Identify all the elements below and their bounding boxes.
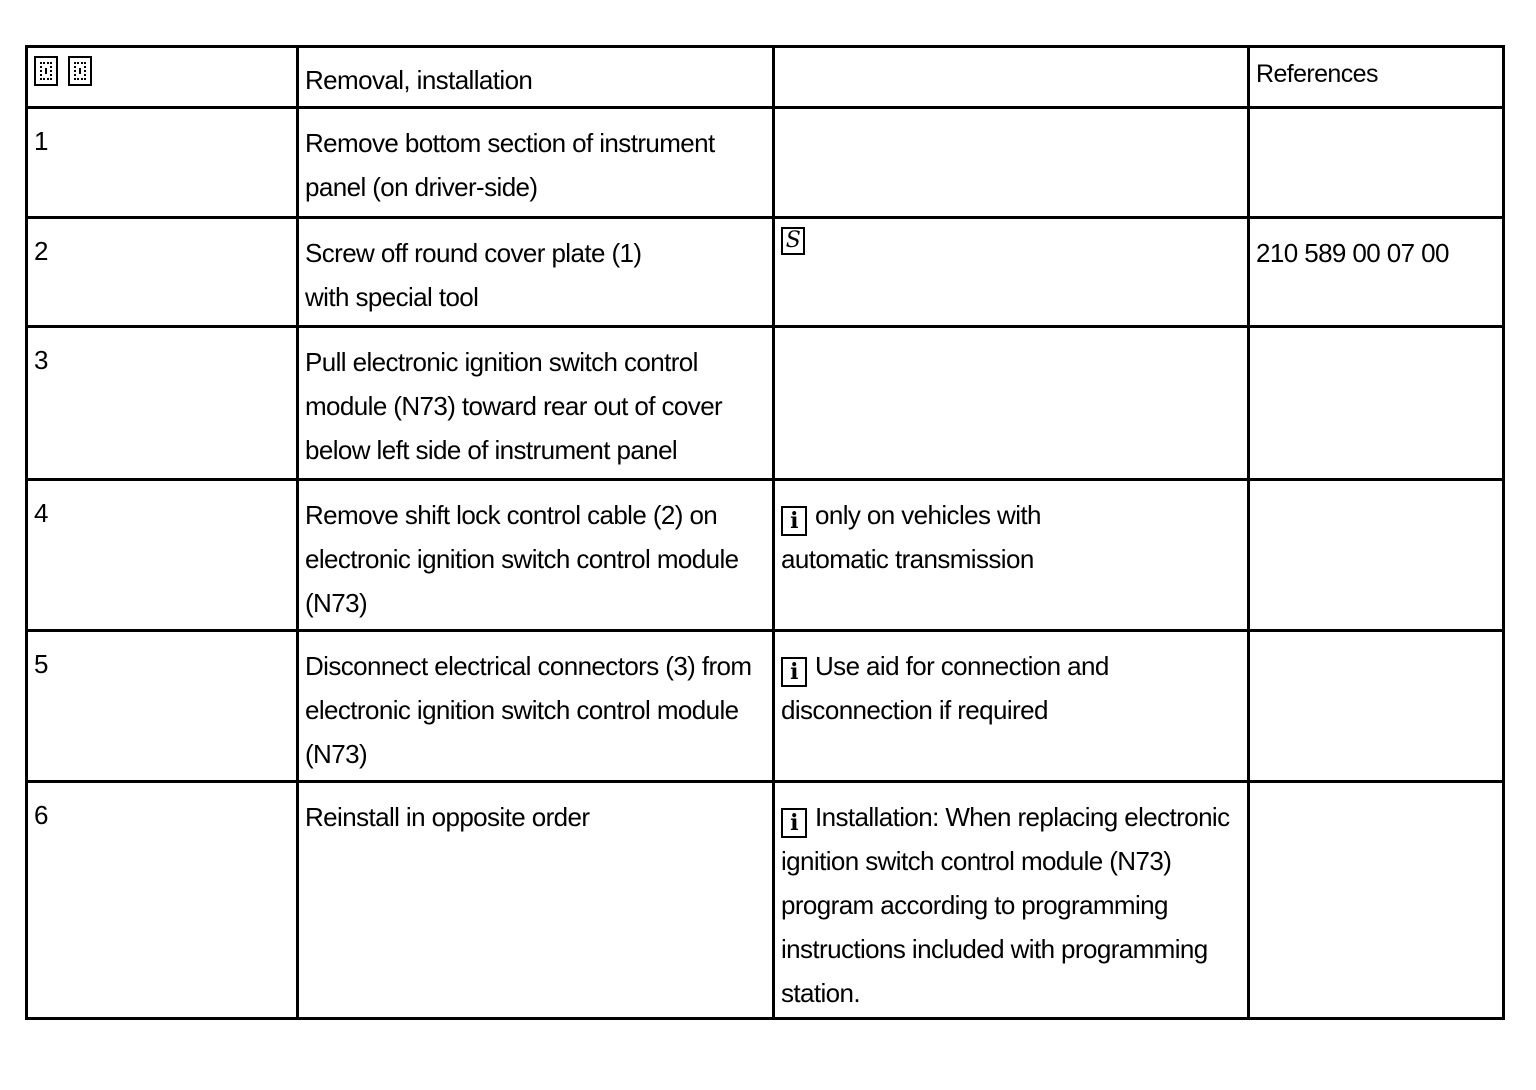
reference-cell [1249, 782, 1504, 1019]
note-cell [774, 631, 1249, 782]
procedure-table [25, 45, 1505, 1020]
table-row [27, 108, 1504, 218]
reference-text [1256, 632, 1496, 644]
procedure-text: Screw off round cover plate (1) with special tool [305, 238, 642, 312]
reference-text [1256, 328, 1496, 340]
note-text: Use aid for connection and disconnection if required [781, 651, 1109, 725]
reference-text [1256, 109, 1496, 121]
step-number: 6 [34, 800, 48, 830]
procedure-text: Pull electronic ignition switch control module (N73) toward rear out of cover below left side of instrument panel [305, 347, 723, 465]
note-text: only on vehicles with automatic transmission [781, 500, 1041, 574]
reference-cell [1249, 631, 1504, 782]
note-cell [774, 327, 1249, 480]
reference-cell [1249, 218, 1504, 327]
step-number-cell [27, 327, 298, 480]
step-number-cell [27, 218, 298, 327]
header-procedure [298, 47, 774, 108]
procedure-cell [298, 480, 774, 631]
reference-text [1256, 481, 1496, 493]
table-row [27, 218, 1504, 327]
step-number: 2 [34, 236, 48, 266]
step-number-cell [27, 782, 298, 1019]
procedure-text: Remove shift lock control cable (2) on electronic ignition switch control module (N73) [305, 500, 739, 618]
info-icon: i [781, 506, 807, 536]
procedure-cell [298, 327, 774, 480]
table-row [27, 327, 1504, 480]
note-block [781, 632, 1241, 732]
step-number-cell [27, 631, 298, 782]
step-number: 3 [34, 345, 48, 375]
table-row [27, 480, 1504, 631]
table-row [27, 782, 1504, 1019]
step-number: 5 [34, 649, 48, 679]
info-icon: i [781, 808, 807, 838]
note-cell [774, 218, 1249, 327]
header-procedure-label: Removal, installation [305, 65, 533, 95]
reference-text: 210 589 00 07 00 [1256, 238, 1449, 268]
procedure-cell [298, 782, 774, 1019]
header-references-label: References [1256, 60, 1378, 88]
special-tool-icon: S [781, 227, 805, 255]
table-row [27, 631, 1504, 782]
procedure-cell [298, 218, 774, 327]
info-icon: i [781, 657, 807, 687]
table-header-row [27, 47, 1504, 108]
procedure-cell [298, 631, 774, 782]
note-text [781, 109, 1241, 121]
step-number-cell [27, 108, 298, 218]
reinstall-icon [34, 56, 58, 86]
step-number-cell [27, 480, 298, 631]
note-cell [774, 480, 1249, 631]
note-text [781, 328, 1241, 340]
step-number: 4 [34, 498, 48, 528]
step-number: 1 [34, 126, 48, 156]
header-icons-cell [27, 47, 298, 108]
reference-text [1256, 783, 1496, 795]
reference-cell [1249, 108, 1504, 218]
note-block [781, 481, 1241, 581]
note-cell [774, 782, 1249, 1019]
removal-icon [68, 56, 92, 86]
procedure-text: Remove bottom section of instrument panel (on driver-side) [305, 128, 715, 202]
procedure-text: Disconnect electrical connectors (3) from electronic ignition switch control module (N73) [305, 651, 752, 769]
note-block [781, 783, 1241, 1015]
procedure-text: Reinstall in opposite order [305, 802, 590, 832]
header-references [1249, 47, 1504, 108]
procedure-cell [298, 108, 774, 218]
reference-cell [1249, 480, 1504, 631]
note-text: Installation: When replacing electronic ignition switch control module (N73) program according to programming instructions included with programming station. [781, 802, 1230, 1008]
reference-cell [1249, 327, 1504, 480]
header-notes [774, 47, 1249, 108]
note-cell [774, 108, 1249, 218]
